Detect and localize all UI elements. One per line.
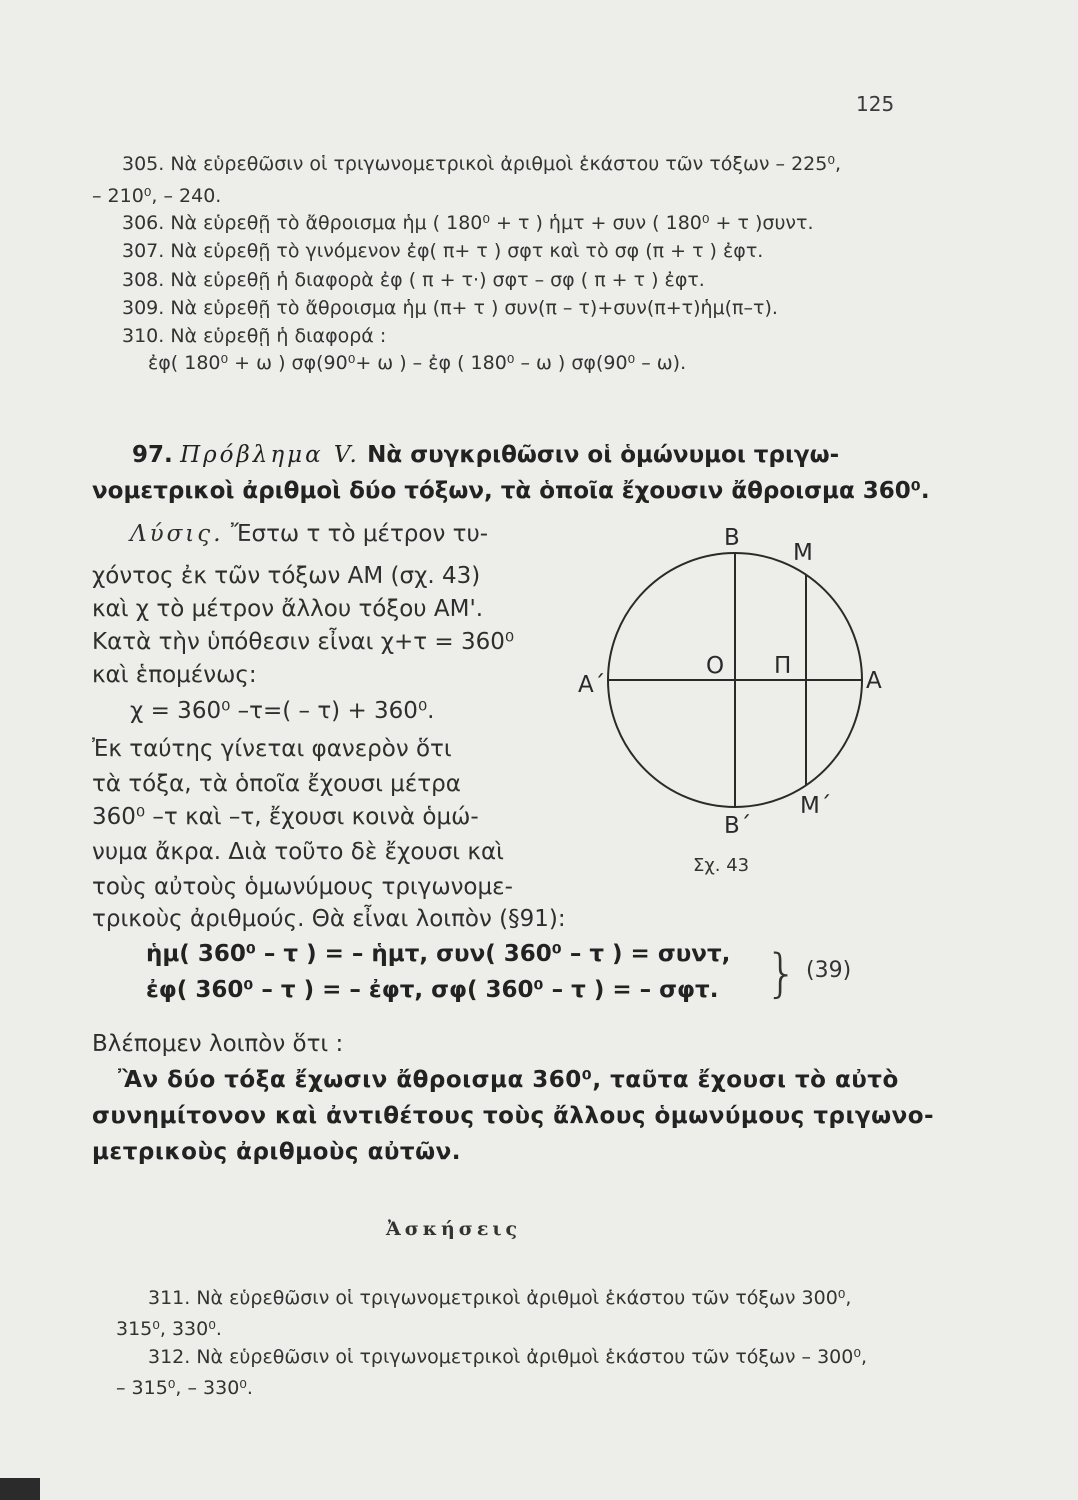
solution-line-1: χόντος ἐκ τῶν τόξων ΑΜ (σχ. 43) — [92, 563, 481, 589]
solution-line-2: καὶ χ τὸ μέτρον ἄλλου τόξου ΑΜ'. — [92, 596, 484, 622]
formula-line-2: ἐφ( 360⁰ – τ ) = – ἐφτ, σφ( 360⁰ – τ ) = – σφτ. — [146, 977, 719, 1003]
exercise-307: 307. Νὰ εὑρεθῇ τὸ γινόμενον ἐφ( π+ τ ) σφτ καὶ τὸ σφ (π + τ ) ἐφτ. — [122, 240, 764, 262]
exercise-308: 308. Νὰ εὑρεθῇ ἡ διαφορὰ ἐφ ( π + τ·) σφτ – σφ ( π + τ ) ἐφτ. — [122, 269, 705, 291]
solution-line-9: νυμα ἄκρα. Διὰ τοῦτο δὲ ἔχουσι καὶ — [92, 839, 504, 865]
figure-label-o: Ο — [706, 653, 725, 679]
exercise-312-line2: – 315⁰, – 330⁰. — [116, 1377, 253, 1399]
figure-label-a-prime: Α΄ — [578, 672, 606, 698]
section-heading-line2 — [92, 478, 930, 504]
solution-label: Λύσις. — [130, 521, 224, 547]
page-number: 125 — [856, 92, 895, 116]
theorem-line-2: συνημίτονον καὶ ἀντιθέτους τοὺς ἄλλους ὁμωνύμους τριγωνο- — [92, 1103, 935, 1129]
formula-line-1: ἡμ( 360⁰ – τ ) = – ἡμτ, συν( 360⁰ – τ ) = συντ, — [146, 941, 731, 967]
exercise-311-line1: 311. Νὰ εὑρεθῶσιν οἱ τριγωνομετρικοὶ ἀριθμοὶ ἑκάστου τῶν τόξων 300⁰, — [148, 1287, 852, 1309]
exercise-310-line1: 310. Νὰ εὑρεθῇ ἡ διαφορά : — [122, 325, 387, 347]
theorem-line-3: μετρικοὺς ἀριθμοὺς αὐτῶν. — [92, 1139, 461, 1165]
solution-line-5: χ = 360⁰ –τ=( – τ) + 360⁰. — [130, 698, 435, 724]
solution-line-10: τοὺς αὐτοὺς ὁμωνύμους τριγωνομε- — [92, 874, 513, 900]
solution-line-0 — [130, 521, 488, 547]
solution-line-8: 360⁰ –τ καὶ –τ, ἔχουσι κοινὰ ὁμώ- — [92, 804, 479, 830]
figure-label-b-prime: Β΄ — [724, 813, 752, 839]
exercise-309: 309. Νὰ εὑρεθῇ τὸ ἄθροισμα ἡμ (π+ τ ) συν(π – τ)+συν(π+τ)ἡμ(π–τ). — [122, 297, 778, 319]
figure-caption: Σχ. 43 — [693, 855, 750, 876]
figure-label-m: Μ — [793, 540, 813, 566]
figure-label-p: Π — [774, 653, 792, 679]
section-label: Πρόβλημα V. — [180, 442, 360, 468]
formula-brace: } — [765, 944, 799, 1004]
theorem-line-1: Ἂν δύο τόξα ἔχωσιν ἄθροισμα 360⁰, ταῦτα ἔχουσι τὸ αὐτὸ — [118, 1067, 899, 1093]
section-number: 97. — [132, 442, 173, 468]
solution-line-7: τὰ τόξα, τὰ ὁποῖα ἔχουσι μέτρα — [92, 771, 461, 797]
section-heading-line1 — [132, 442, 839, 468]
conclusion-intro: Βλέπομεν λοιπὸν ὅτι : — [92, 1031, 344, 1057]
solution-first-line: Ἔστω τ τὸ μέτρον τυ- — [230, 521, 489, 547]
figure-43 — [590, 545, 880, 815]
exercise-305-line1: 305. Νὰ εὑρεθῶσιν οἱ τριγωνομετρικοὶ ἀριθμοὶ ἑκάστου τῶν τόξων – 225⁰, — [122, 153, 842, 175]
section-title-line1: Νὰ συγκριθῶσιν οἱ ὁμώνυμοι τριγω- — [367, 442, 840, 468]
equation-number: (39) — [806, 958, 852, 983]
solution-line-6: Ἐκ ταύτης γίνεται φανερὸν ὅτι — [92, 736, 452, 762]
section-title-line2: νομετρικοὶ ἀριθμοὶ δύο τόξων, τὰ ὁποῖα ἔχουσιν ἄθροισμα 360⁰. — [92, 478, 930, 504]
figure-label-m-prime: Μ΄ — [800, 793, 832, 819]
solution-line-4: καὶ ἑπομένως: — [92, 662, 257, 688]
figure-label-b: Β — [724, 525, 740, 551]
exercise-306: 306. Νὰ εὑρεθῇ τὸ ἄθροισμα ἡμ ( 180⁰ + τ ) ἡμτ + συν ( 180⁰ + τ )συντ. — [122, 212, 814, 234]
figure-label-a: Α — [866, 668, 882, 694]
solution-line-11: τρικοὺς ἀριθμούς. Θὰ εἶναι λοιπὸν (§91): — [92, 906, 566, 932]
scan-edge — [0, 1478, 40, 1500]
solution-line-3: Κατὰ τὴν ὑπόθεσιν εἶναι χ+τ = 360⁰ — [92, 629, 515, 655]
exercise-312-line1: 312. Νὰ εὑρεθῶσιν οἱ τριγωνομετρικοὶ ἀριθμοὶ ἑκάστου τῶν τόξων – 300⁰, — [148, 1346, 868, 1368]
exercise-311-line2: 315⁰, 330⁰. — [116, 1318, 222, 1340]
exercise-305-line2: – 210⁰, – 240. — [92, 185, 222, 207]
exercise-310-line2: ἐφ( 180⁰ + ω ) σφ(90⁰+ ω ) – ἐφ ( 180⁰ – ω ) σφ(90⁰ – ω). — [148, 352, 687, 374]
exercises-heading: Ἀσκήσεις — [386, 1218, 522, 1240]
